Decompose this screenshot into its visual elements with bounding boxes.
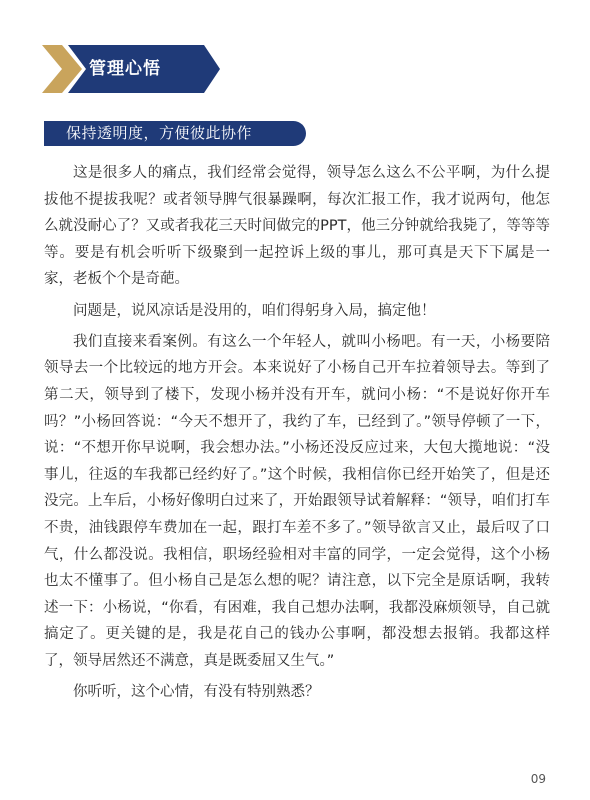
chapter-title: 管理心悟	[89, 59, 161, 79]
paragraph: 你听听，这个心情，有没有特别熟悉？	[73, 684, 320, 701]
paragraph: 问题是，说风凉话是没用的，咱们得躬身入局，搞定他！	[73, 302, 436, 319]
paragraph: 这是很多人的痛点，我们经常会觉得，领导怎么这么不公平啊，为什么提拔他不提拔我呢？或者领导脾气很暴躁啊，每次汇报工作，我才说两句，他怎么就没耐心了？又或者我花三天时间做完的PPT，他三分钟就给我毙了，等等等等。要是有机会听听下级聚到一起控诉上级的事儿，那可真是天下下属是一家，老板个个是奇葩。	[44, 165, 550, 288]
page-number: 09	[530, 772, 546, 786]
paragraph: 我们直接来看案例。有这么一个年轻人，就叫小杨吧。有一天，小杨要陪领导去一个比较远的地方开会。本来说好了小杨自己开车拉着领导去。等到了第二天，领导到了楼下，发现小杨并没有开车，就问小杨：“不是说好你开车吗？”小杨回答说：“今天不想开了，我约了车，已经到了。”领导停顿了一下，说：“不想开你早说啊，我会想办法。”小杨还没反应过来，大包大揽地说：“没事儿，往返的车我都已经约好了。”这个时候，我相信你已经开始笑了，但是还没完。上车后，小杨好像明白过来了，开始跟领导试着解释：“领导，咱们打车不贵，油钱跟停车费加在一起，跟打车差不多了。”领导欲言又止，最后叹了口气，什么都没说。我相信，职场经验相对丰富的同学，一定会觉得，这个小杨也太不懂事了。但小杨自己是怎么想的呢？请注意，以下完全是原话啊，我转述一下：小杨说，“你看，有困难，我自己想办法啊，我都没麻烦领导，自己就搞定了。更关键的是，我是花自己的钱办公事啊，都没想去报销。我都这样了，领导居然还不满意，真是既委屈又生气。”	[44, 333, 550, 669]
body-text	[44, 160, 550, 710]
chapter-banner	[42, 45, 220, 93]
section-title: 保持透明度，方便彼此协作	[66, 124, 253, 142]
section-heading-bar	[44, 121, 306, 146]
